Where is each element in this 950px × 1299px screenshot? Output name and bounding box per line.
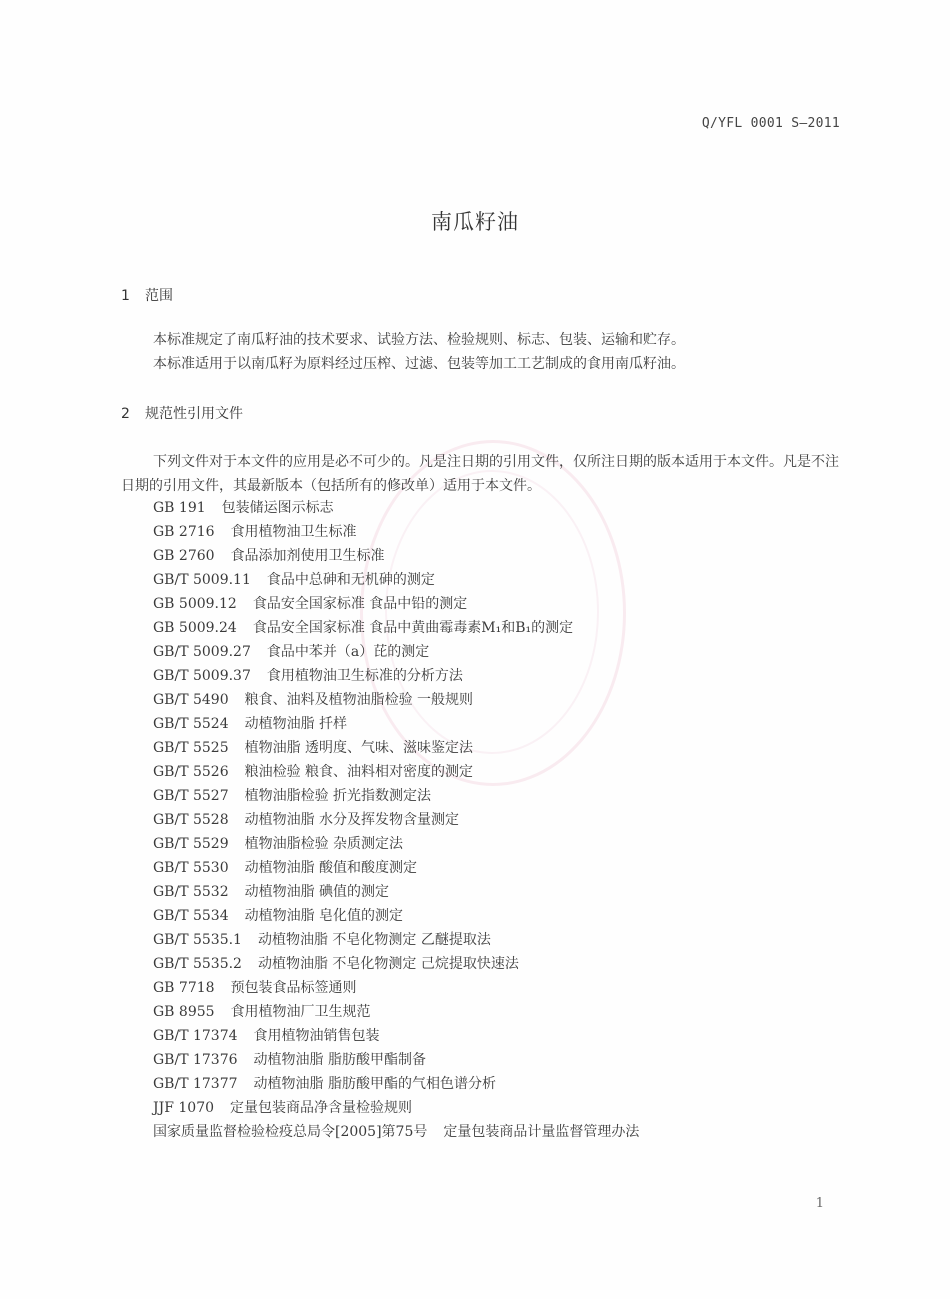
reference-item bbox=[153, 880, 639, 904]
reference-code: GB/T 5525 bbox=[153, 740, 229, 756]
document-title: 南瓜籽油 bbox=[431, 210, 519, 234]
reference-code: GB/T 5535.2 bbox=[153, 956, 242, 972]
reference-title: 食用植物油卫生标准 bbox=[230, 524, 357, 540]
reference-code: GB/T 5530 bbox=[153, 860, 229, 876]
reference-code: GB/T 17376 bbox=[153, 1052, 238, 1068]
reference-title: 动植物油脂 水分及挥发物含量测定 bbox=[244, 812, 460, 828]
reference-title: 食品中总砷和无机砷的测定 bbox=[266, 572, 435, 588]
section-number: 1 bbox=[121, 288, 130, 304]
reference-item bbox=[153, 616, 639, 640]
reference-title: 包装储运图示标志 bbox=[221, 500, 334, 516]
reference-title: 动植物油脂 脂肪酸甲酯制备 bbox=[253, 1052, 426, 1068]
reference-code: GB/T 5526 bbox=[153, 764, 229, 780]
reference-title: 食品安全国家标准 食品中黄曲霉毒素M₁和B₁的测定 bbox=[252, 620, 574, 636]
reference-item bbox=[153, 952, 639, 976]
reference-title: 食用植物油销售包装 bbox=[253, 1028, 380, 1044]
reference-code: GB 2760 bbox=[153, 548, 215, 564]
section-title: 规范性引用文件 bbox=[145, 406, 243, 422]
reference-code: GB 2716 bbox=[153, 524, 215, 540]
reference-item bbox=[153, 544, 639, 568]
reference-item bbox=[153, 1120, 639, 1144]
section-number: 2 bbox=[121, 406, 130, 422]
reference-title: 定量包装商品净含量检验规则 bbox=[230, 1100, 413, 1116]
reference-item bbox=[153, 1000, 639, 1024]
reference-title: 定量包装商品计量监督管理办法 bbox=[443, 1124, 640, 1140]
reference-item bbox=[153, 1072, 639, 1096]
reference-title: 动植物油脂 脂肪酸甲酯的气相色谱分析 bbox=[253, 1076, 496, 1092]
reference-code: GB/T 5009.27 bbox=[153, 644, 251, 660]
reference-title: 食品中苯并（a）芘的测定 bbox=[266, 644, 430, 660]
reference-item bbox=[153, 688, 639, 712]
reference-code: GB/T 5528 bbox=[153, 812, 229, 828]
document-code: Q/YFL 0001 S—2011 bbox=[701, 116, 840, 131]
reference-title: 动植物油脂 不皂化物测定 乙醚提取法 bbox=[257, 932, 491, 948]
reference-item bbox=[153, 520, 639, 544]
reference-code: GB/T 5535.1 bbox=[153, 932, 242, 948]
reference-title: 动植物油脂 不皂化物测定 己烷提取快速法 bbox=[257, 956, 519, 972]
page-number: 1 bbox=[815, 1196, 824, 1211]
reference-item bbox=[153, 784, 639, 808]
reference-item bbox=[153, 760, 639, 784]
reference-code: GB/T 5490 bbox=[153, 692, 229, 708]
reference-title: 食用植物油卫生标准的分析方法 bbox=[266, 668, 463, 684]
reference-list bbox=[153, 496, 639, 1144]
reference-item bbox=[153, 808, 639, 832]
reference-title: 食品安全国家标准 食品中铅的测定 bbox=[252, 596, 468, 612]
reference-item bbox=[153, 496, 639, 520]
reference-code: GB/T 5532 bbox=[153, 884, 229, 900]
reference-code: GB/T 5009.37 bbox=[153, 668, 251, 684]
reference-item bbox=[153, 664, 639, 688]
reference-item bbox=[153, 904, 639, 928]
reference-item bbox=[153, 712, 639, 736]
reference-item bbox=[153, 976, 639, 1000]
reference-title: 植物油脂检验 杂质测定法 bbox=[244, 836, 404, 852]
reference-item bbox=[153, 736, 639, 760]
reference-title: 植物油脂检验 折光指数测定法 bbox=[244, 788, 432, 804]
reference-title: 动植物油脂 皂化值的测定 bbox=[244, 908, 404, 924]
reference-code: GB 5009.24 bbox=[153, 620, 237, 636]
reference-item bbox=[153, 592, 639, 616]
reference-item bbox=[153, 1096, 639, 1120]
reference-code: GB/T 5009.11 bbox=[153, 572, 251, 588]
reference-title: 预包装食品标签通则 bbox=[230, 980, 357, 996]
reference-title: 食用植物油厂卫生规范 bbox=[230, 1004, 371, 1020]
reference-code: GB/T 5527 bbox=[153, 788, 229, 804]
reference-code: 国家质量监督检验检疫总局令[2005]第75号 bbox=[153, 1124, 428, 1140]
section-1-paragraph-2: 本标准适用于以南瓜籽为原料经过压榨、过滤、包装等加工工艺制成的食用南瓜籽油。 bbox=[153, 356, 685, 372]
reference-code: GB/T 5534 bbox=[153, 908, 229, 924]
reference-title: 动植物油脂 碘值的测定 bbox=[244, 884, 390, 900]
reference-item bbox=[153, 928, 639, 952]
reference-item bbox=[153, 568, 639, 592]
section-2-paragraph-1: 下列文件对于本文件的应用是必不可少的。凡是注日期的引用文件，仅所注日期的版本适用于本文件。凡是不注日期的引用文件，其最新版本（包括所有的修改单）适用于本文件。 bbox=[121, 454, 839, 494]
reference-code: GB/T 5529 bbox=[153, 836, 229, 852]
reference-title: 粮油检验 粮食、油料相对密度的测定 bbox=[244, 764, 474, 780]
reference-title: 动植物油脂 扦样 bbox=[244, 716, 348, 732]
reference-title: 动植物油脂 酸值和酸度测定 bbox=[244, 860, 418, 876]
reference-code: GB/T 17374 bbox=[153, 1028, 238, 1044]
reference-code: GB/T 17377 bbox=[153, 1076, 238, 1092]
reference-item bbox=[153, 856, 639, 880]
reference-title: 食品添加剂使用卫生标准 bbox=[230, 548, 385, 564]
reference-title: 植物油脂 透明度、气味、滋味鉴定法 bbox=[244, 740, 474, 756]
reference-code: GB 7718 bbox=[153, 980, 215, 996]
reference-item bbox=[153, 1024, 639, 1048]
reference-code: GB 5009.12 bbox=[153, 596, 237, 612]
reference-item bbox=[153, 640, 639, 664]
reference-code: JJF 1070 bbox=[153, 1100, 215, 1116]
reference-title: 粮食、油料及植物油脂检验 一般规则 bbox=[244, 692, 474, 708]
reference-code: GB/T 5524 bbox=[153, 716, 229, 732]
reference-code: GB 8955 bbox=[153, 1004, 215, 1020]
reference-item bbox=[153, 832, 639, 856]
section-1-paragraph-1: 本标准规定了南瓜籽油的技术要求、试验方法、检验规则、标志、包装、运输和贮存。 bbox=[153, 332, 685, 348]
section-title: 范围 bbox=[145, 288, 173, 304]
reference-code: GB 191 bbox=[153, 500, 206, 516]
section-1-heading bbox=[121, 285, 173, 305]
section-2-heading bbox=[121, 403, 243, 423]
reference-item bbox=[153, 1048, 639, 1072]
